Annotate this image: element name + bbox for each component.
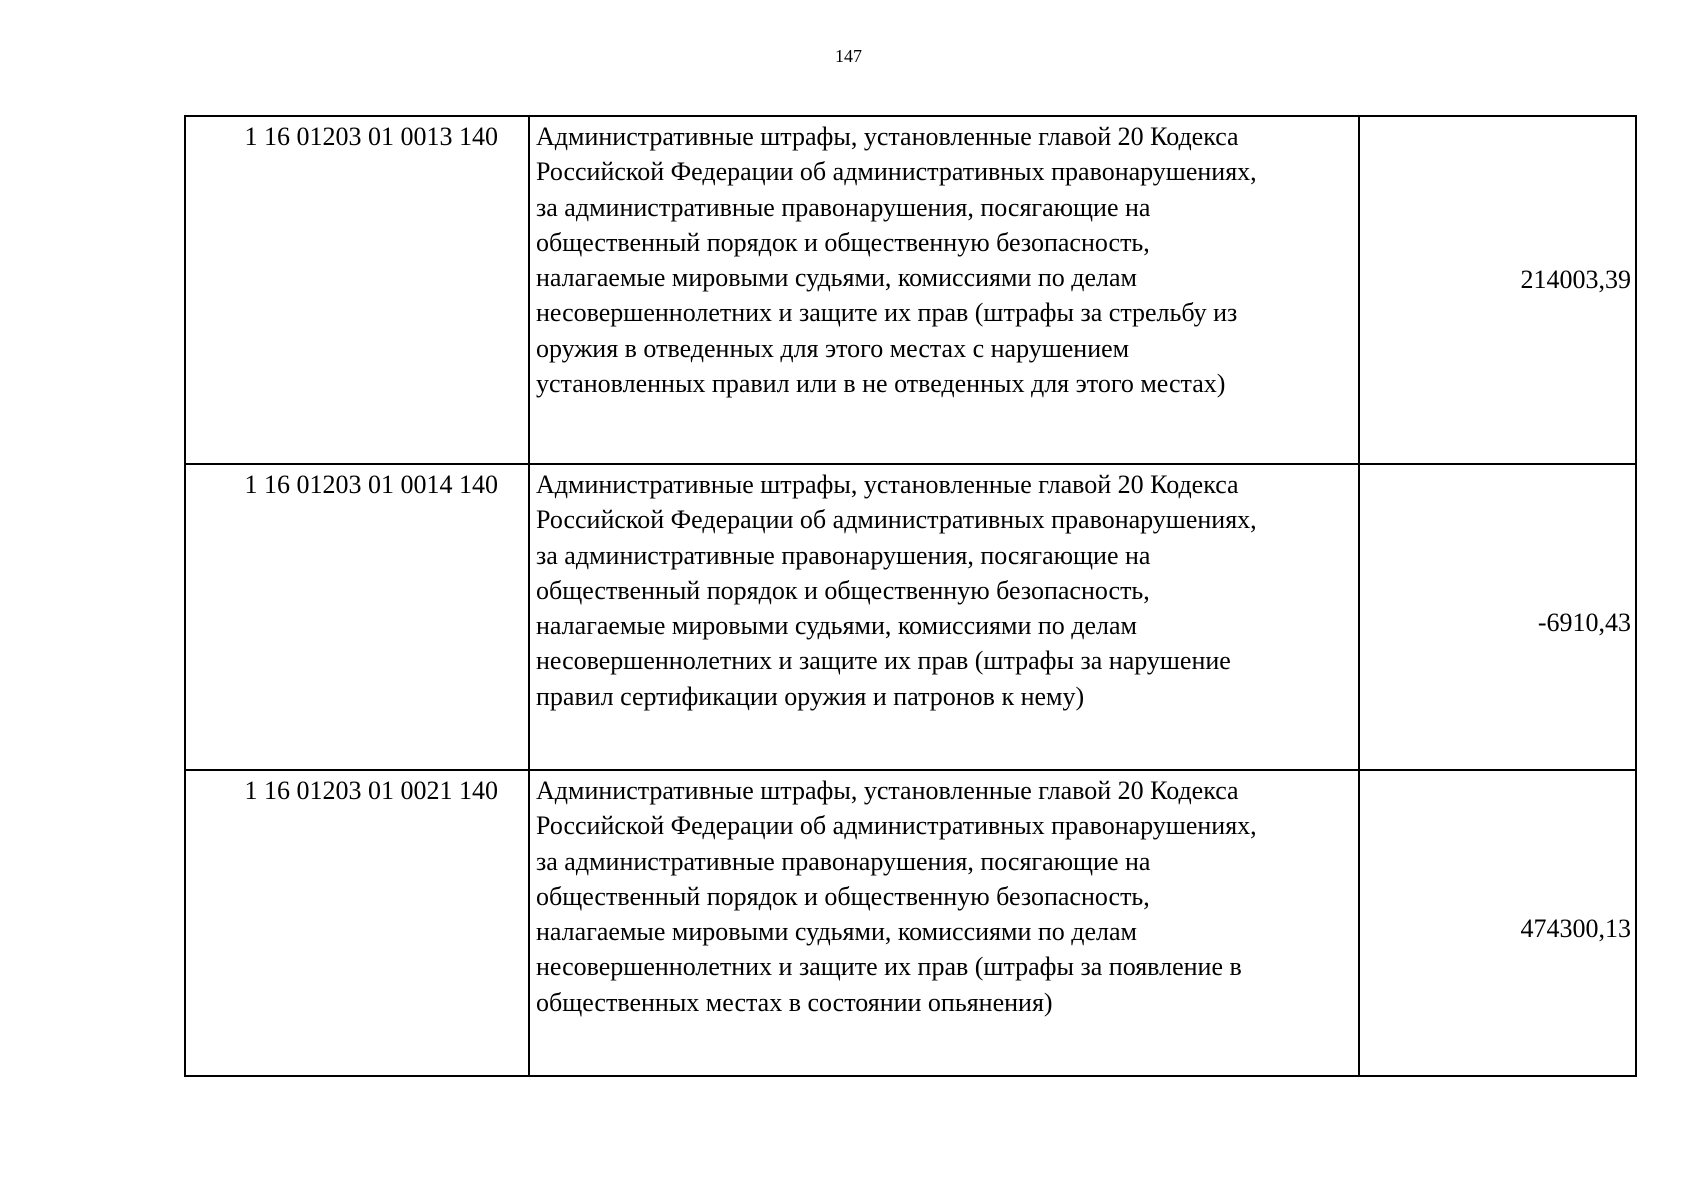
budget-code-cell: 1 16 01203 01 0013 140	[185, 116, 529, 464]
budget-code-cell: 1 16 01203 01 0014 140	[185, 464, 529, 770]
table-row	[185, 116, 1636, 464]
budget-revenue-table	[184, 115, 1637, 1077]
amount-value: 474300,13	[1520, 914, 1631, 944]
description-cell: Административные штрафы, установленные главой 20 Кодекса Российской Федерации об административных правонарушениях, за административные правонарушения, посягающие на общественный порядок и общественную безопасность, налагаемые мировыми судьями, комиссиями по делам несовершеннолетних и защите их прав (штрафы за нарушение правил сертификации оружия и патронов к нему)	[529, 464, 1359, 770]
amount-value: 214003,39	[1520, 265, 1631, 295]
amount-cell	[1359, 464, 1636, 770]
budget-code-cell: 1 16 01203 01 0021 140	[185, 770, 529, 1076]
amount-cell	[1359, 116, 1636, 464]
page-number: 147	[835, 46, 862, 66]
table-row	[185, 770, 1636, 1076]
table-row	[185, 464, 1636, 770]
description-cell: Административные штрафы, установленные главой 20 Кодекса Российской Федерации об административных правонарушениях, за административные правонарушения, посягающие на общественный порядок и общественную безопасность, налагаемые мировыми судьями, комиссиями по делам несовершеннолетних и защите их прав (штрафы за появление в общественных местах в состоянии опьянения)	[529, 770, 1359, 1076]
amount-value: -6910,43	[1537, 608, 1631, 638]
description-cell: Административные штрафы, установленные главой 20 Кодекса Российской Федерации об административных правонарушениях, за административные правонарушения, посягающие на общественный порядок и общественную безопасность, налагаемые мировыми судьями, комиссиями по делам несовершеннолетних и защите их прав (штрафы за стрельбу из оружия в отведенных для этого местах с нарушением установленных правил или в не отведенных для этого местах)	[529, 116, 1359, 464]
amount-cell	[1359, 770, 1636, 1076]
